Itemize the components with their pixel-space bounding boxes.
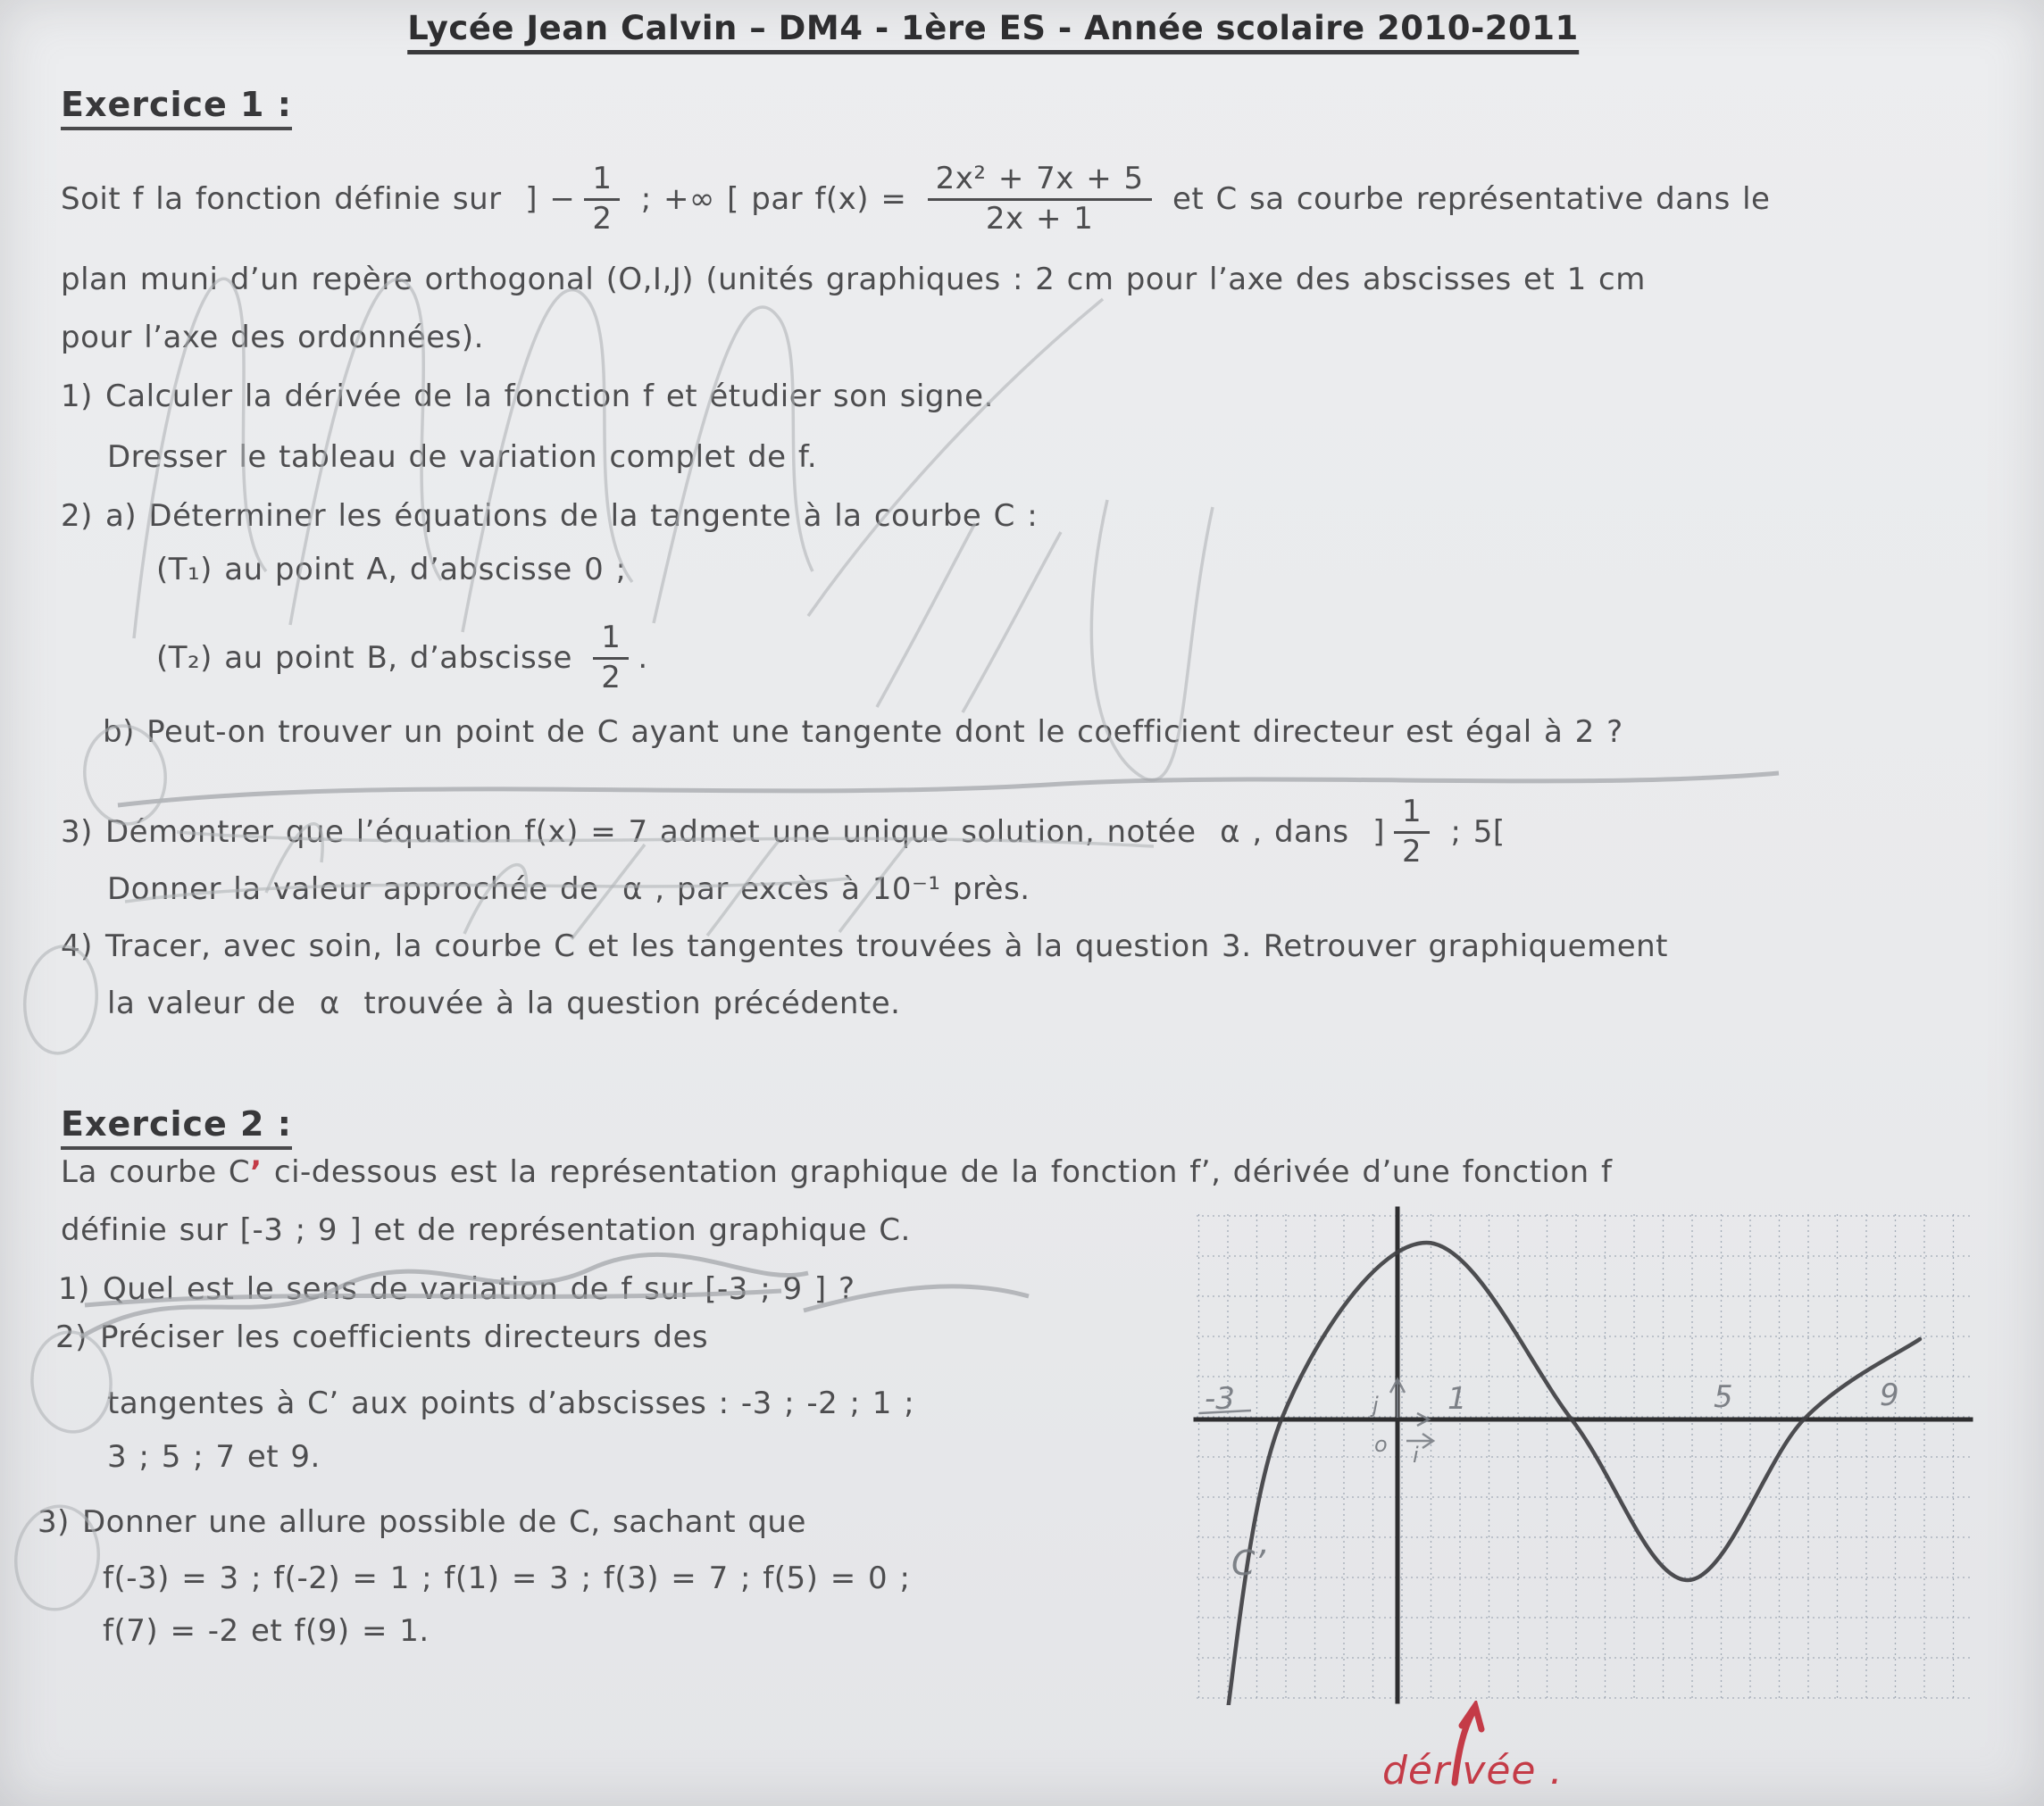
ex1-q2-number: 2): [61, 498, 93, 534]
ex1-q4-line1: 4) Tracer, avec soin, la courbe C et les tangentes trouvées à la question 3. Retrouver graphiquement: [61, 928, 1668, 964]
ex1-t2-line: [156, 613, 648, 703]
x-tick-label-9: 9: [1880, 1377, 1899, 1413]
origin-label: o: [1374, 1432, 1388, 1457]
curve-name-label: C’: [1231, 1544, 1265, 1583]
curve-c-prime: [1223, 1243, 1920, 1705]
ex1-q2b-line: b) Peut-on trouver un point de C ayant une tangente dont le coefficient directeur est égal à 2 ?: [103, 714, 1623, 750]
ex1-intro-mid: ; +∞ [ par f(x) =: [629, 181, 919, 217]
derivative-function-graph: [1192, 1205, 1978, 1705]
ex1-q3-line2: Donner la valeur approchée de α , par excès à 10⁻¹ près.: [107, 871, 1030, 907]
exercise1-heading: Exercice 1 :: [61, 85, 292, 130]
fraction-one-half-t2: $\frac{1}{2}$: [593, 622, 629, 694]
ex1-intro-line3: pour l’axe des ordonnées).: [61, 320, 484, 355]
ex1-q1-line1: 1) Calculer la dérivée de la fonction f et étudier son signe.: [61, 379, 994, 414]
ex2-q3-number: 3): [38, 1504, 70, 1540]
j-vector-label: j: [1372, 1393, 1379, 1418]
page-title: Lycée Jean Calvin – DM4 - 1ère ES - Année scolaire 2010-2011: [407, 9, 1579, 54]
ex1-q3-number: 3): [61, 814, 93, 850]
ex2-q3-line1: 3) Donner une allure possible de C, sachant que: [38, 1504, 806, 1540]
ex1-q1-number: 1): [61, 379, 93, 414]
fraction-fx: $\frac{\text{2x² + 7x + 5}}{2x + 1}$: [928, 163, 1152, 235]
graph-grid: [1197, 1214, 1972, 1700]
ex1-q2a-line: 2) a) Déterminer les équations de la tangente à la courbe C :: [61, 498, 1039, 534]
ex1-q3-post: ; 5[: [1439, 814, 1506, 850]
ex2-q2-line1: 2) Préciser les coefficients directeurs des: [55, 1319, 709, 1355]
x-tick-label-5: 5: [1714, 1379, 1733, 1415]
fraction-one-half-q3: $\frac{1}{2}$: [1394, 796, 1430, 868]
ex1-t2-pre: (T₂) au point B, d’abscisse: [156, 640, 585, 676]
ex2-intro-line2: définie sur [-3 ; 9 ] et de représentation graphique C.: [61, 1212, 911, 1248]
ex2-intro-line1: La courbe C’ ci-dessous est la représentation graphique de la fonction f’, dérivée d’une fonction f: [61, 1154, 1613, 1190]
ex2-q1-number: 1): [58, 1271, 90, 1307]
ex2-q2-number: 2): [55, 1319, 88, 1355]
ex2-q2-line3: 3 ; 5 ; 7 et 9.: [107, 1439, 321, 1475]
ex1-intro-post: et C sa courbe représentative dans le: [1160, 181, 1771, 217]
j-vector-arrow-icon: [1390, 1379, 1405, 1418]
ex1-intro-line2: plan muni d’un repère orthogonal (O,I,J) (unités graphiques : 2 cm pour l’axe des abscisses et 1 cm: [61, 262, 1646, 297]
ex1-intro-formula-line: [61, 149, 1770, 249]
ex1-q4-line2: la valeur de α trouvée à la question précédente.: [107, 986, 901, 1021]
ex1-t2-end: .: [638, 640, 648, 676]
ex1-q3-pre: Démontrer que l’équation f(x) = 7 admet une unique solution, notée α , dans ]: [105, 814, 1386, 850]
ex2-q1-line: 1) Quel est le sens de variation de f sur [-3 ; 9 ] ?: [58, 1271, 855, 1307]
red-correction-apostrophe: ’: [250, 1154, 263, 1190]
ex2-q3-line3: f(7) = -2 et f(9) = 1.: [103, 1613, 430, 1649]
fraction-one-half: $\frac{1}{2}$: [584, 163, 620, 235]
ex1-q3-line1: [61, 788, 1506, 876]
ex1-t1-line: (T₁) au point A, d’abscisse 0 ;: [156, 552, 627, 587]
x-tick-label-minus3: -3: [1205, 1381, 1235, 1417]
ex2-q2-line2: tangentes à C’ aux points d’abscisses : -3 ; -2 ; 1 ;: [107, 1386, 915, 1421]
x-tick-label-1: 1: [1447, 1381, 1467, 1417]
ex1-intro-pre: Soit f la fonction définie sur ] −: [61, 181, 576, 217]
i-vector-label: i: [1413, 1443, 1419, 1468]
ex1-q4-number: 4): [61, 928, 93, 964]
red-annotation-derivee: dérivée .: [1382, 1748, 1564, 1794]
exercise2-heading: Exercice 2 :: [61, 1104, 292, 1150]
ex2-q3-line2: f(-3) = 3 ; f(-2) = 1 ; f(1) = 3 ; f(3) = 7 ; f(5) = 0 ;: [103, 1560, 911, 1596]
ex1-q1-line2: Dresser le tableau de variation complet de f.: [107, 439, 818, 475]
